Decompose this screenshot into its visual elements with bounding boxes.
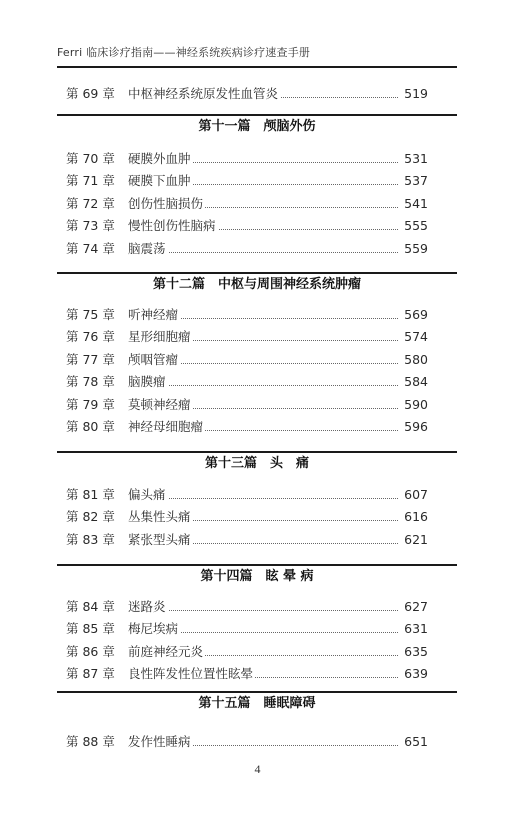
section-rule — [57, 691, 457, 693]
chapter-number: 第 83 章 — [66, 531, 115, 547]
toc-entry[interactable] — [66, 508, 428, 526]
toc-entry[interactable] — [66, 240, 428, 258]
chapter-number: 第 75 章 — [66, 307, 115, 322]
chapter-title: 莫顿神经瘤 — [128, 396, 191, 412]
section-rule — [57, 451, 457, 453]
chapter-title: 紧张型头痛 — [128, 531, 191, 547]
chapter-number: 第 84 章 — [66, 599, 115, 614]
toc-entry[interactable] — [66, 351, 428, 369]
chapter-title: 前庭神经元炎 — [128, 643, 204, 659]
page-ref: 635 — [404, 643, 428, 659]
page-ref: 584 — [404, 374, 428, 390]
chapter-title: 脑膜瘤 — [128, 374, 166, 390]
chapter-number: 第 79 章 — [66, 396, 115, 412]
page-ref: 537 — [404, 173, 428, 189]
chapter-number: 第 71 章 — [66, 173, 115, 189]
chapter-title: 丛集性头痛 — [128, 509, 191, 525]
chapter-number: 第 78 章 — [66, 374, 115, 390]
page-ref: 555 — [404, 218, 428, 234]
chapter-number: 第 88 章 — [66, 734, 115, 749]
chapter-number: 第 70 章 — [66, 151, 115, 166]
chapter-title: 硬膜外血肿 — [128, 151, 191, 166]
section-rule — [57, 114, 457, 116]
chapter-number: 第 77 章 — [66, 351, 115, 367]
chapter-title: 颅咽管瘤 — [128, 351, 179, 367]
chapter-number: 第 74 章 — [66, 240, 115, 256]
page-ref: 631 — [404, 621, 428, 637]
chapter-number: 第 81 章 — [66, 487, 115, 502]
section-title: 第十三篇 头 痛 — [204, 456, 309, 471]
chapter-title: 中枢神经系统原发性血管炎 — [128, 86, 279, 101]
page-ref: 519 — [404, 86, 428, 101]
page-number: 4 — [254, 762, 261, 776]
chapter-title: 梅尼埃病 — [128, 621, 179, 637]
toc-entry[interactable] — [66, 396, 428, 414]
chapter-title: 良性阵发性位置性眩晕 — [128, 666, 254, 682]
toc-entry[interactable] — [66, 733, 428, 751]
chapter-title: 偏头痛 — [128, 487, 166, 502]
chapter-number: 第 85 章 — [66, 621, 115, 637]
toc-entry[interactable] — [66, 486, 428, 504]
toc-entry[interactable] — [66, 328, 428, 346]
chapter-number: 第 69 章 — [66, 86, 115, 101]
chapter-title: 发作性睡病 — [128, 734, 191, 749]
section-title: 第十二篇 中枢与周围神经系统肿瘤 — [152, 277, 361, 292]
chapter-title: 慢性创伤性脑病 — [128, 218, 216, 234]
chapter-title: 硬膜下血肿 — [128, 173, 191, 189]
toc-entry[interactable] — [66, 531, 428, 549]
toc-entry[interactable] — [66, 217, 428, 235]
page-ref: 596 — [404, 419, 428, 434]
chapter-number: 第 76 章 — [66, 329, 115, 345]
dot-leader — [128, 610, 398, 611]
page-ref: 651 — [404, 734, 428, 749]
chapter-title: 迷路炎 — [128, 599, 166, 614]
toc-entry[interactable] — [66, 643, 428, 661]
chapter-number: 第 86 章 — [66, 643, 115, 659]
page-ref: 574 — [404, 329, 428, 345]
chapter-number: 第 87 章 — [66, 666, 115, 682]
toc-entry[interactable] — [66, 598, 428, 616]
chapter-number: 第 80 章 — [66, 419, 115, 434]
toc-entry[interactable] — [66, 665, 428, 683]
dot-leader — [128, 385, 398, 386]
toc-entry[interactable] — [66, 150, 428, 168]
page-ref: 616 — [404, 509, 428, 525]
toc-entry[interactable] — [66, 373, 428, 391]
page-ref: 531 — [404, 151, 428, 166]
section-title: 第十一篇 颅脑外伤 — [198, 119, 316, 134]
chapter-title: 脑震荡 — [128, 240, 166, 256]
section-rule — [57, 564, 457, 566]
toc-entry[interactable] — [66, 85, 428, 103]
page-ref: 607 — [404, 487, 428, 502]
page-ref: 541 — [404, 195, 428, 211]
toc-entry[interactable] — [66, 418, 428, 436]
chapter-number: 第 82 章 — [66, 509, 115, 525]
dot-leader — [128, 498, 398, 499]
header-rule — [57, 66, 457, 68]
chapter-title: 听神经瘤 — [128, 307, 179, 322]
toc-entry[interactable] — [66, 306, 428, 324]
page-ref: 621 — [404, 531, 428, 547]
toc-entry[interactable] — [66, 195, 428, 213]
chapter-title: 神经母细胞瘤 — [128, 419, 204, 434]
section-rule — [57, 272, 457, 274]
page-ref: 639 — [404, 666, 428, 682]
section-title: 第十五篇 睡眠障碍 — [198, 696, 316, 711]
toc-entry[interactable] — [66, 172, 428, 190]
dot-leader — [128, 252, 398, 253]
chapter-number: 第 72 章 — [66, 195, 115, 211]
chapter-title: 创伤性脑损伤 — [128, 195, 204, 211]
running-header: Ferri 临床诊疗指南——神经系统疾病诊疗速查手册 — [57, 46, 311, 59]
page-ref: 559 — [404, 240, 428, 256]
page-ref: 590 — [404, 396, 428, 412]
page-ref: 627 — [404, 599, 428, 614]
chapter-title: 星形细胞瘤 — [128, 329, 191, 345]
page-ref: 569 — [404, 307, 428, 322]
section-title: 第十四篇 眩 晕 病 — [200, 569, 314, 584]
chapter-number: 第 73 章 — [66, 218, 115, 234]
toc-entry[interactable] — [66, 620, 428, 638]
page-ref: 580 — [404, 351, 428, 367]
